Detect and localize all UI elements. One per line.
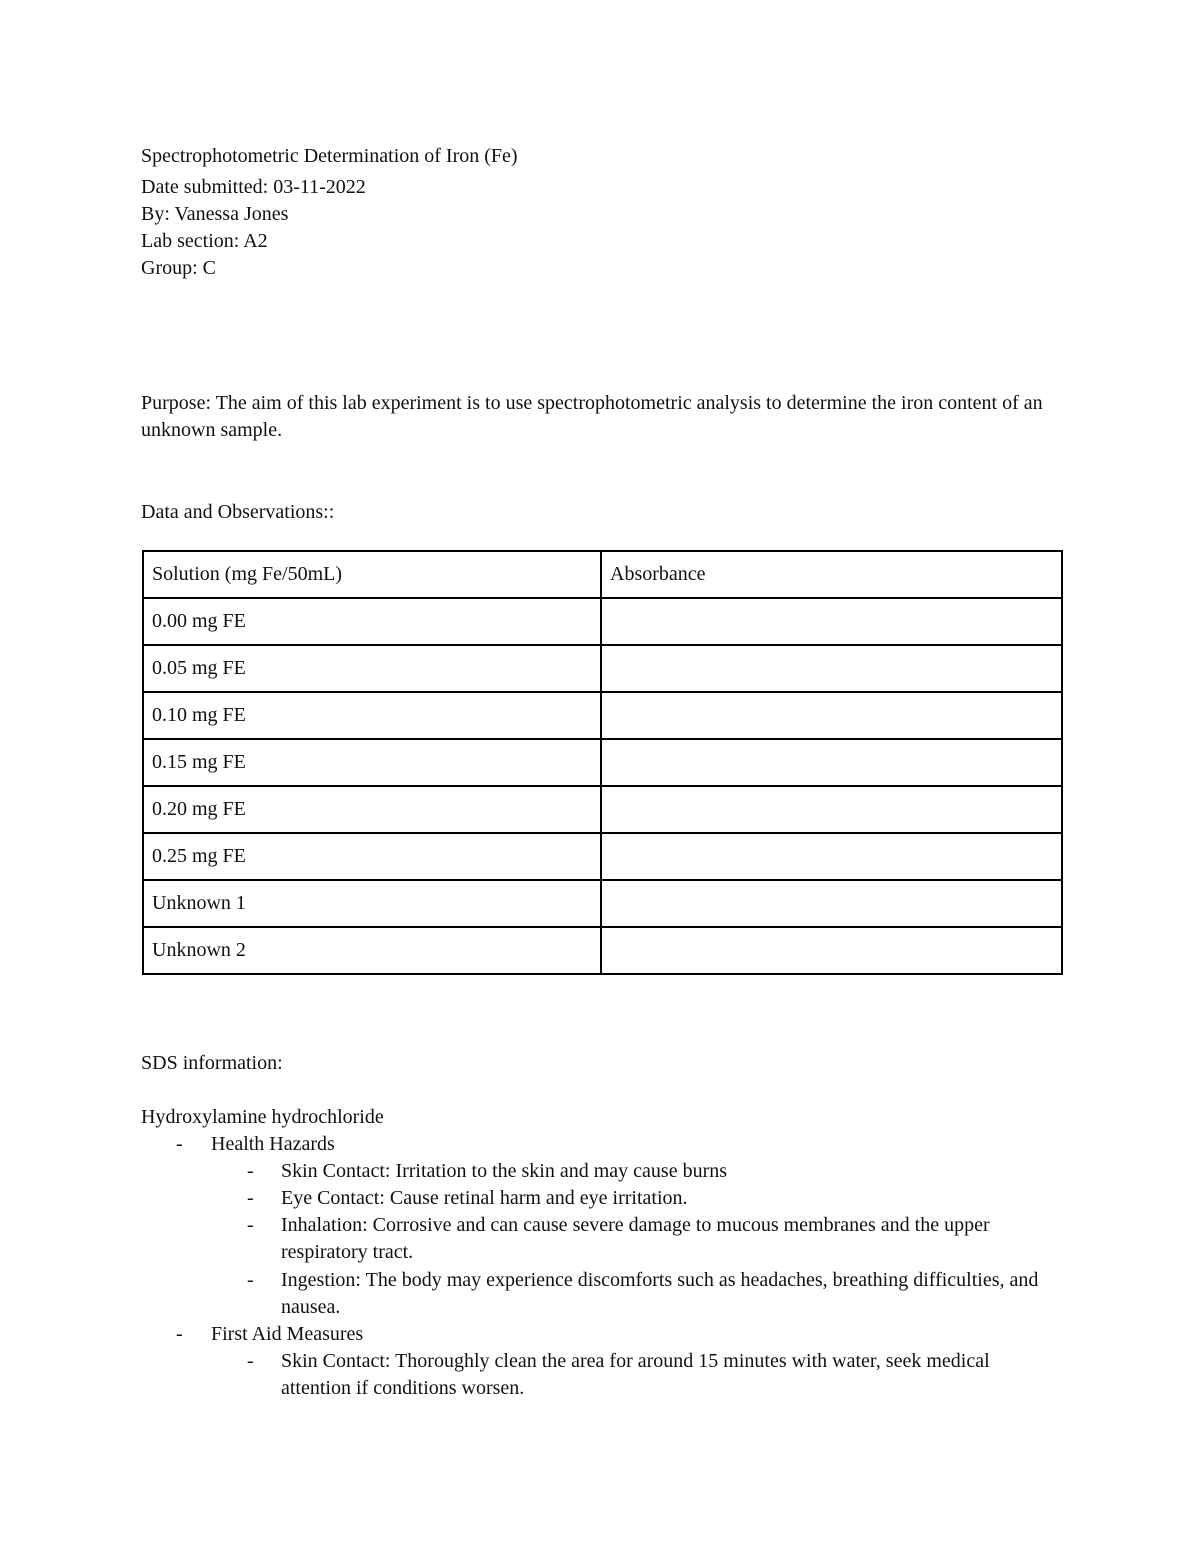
solution-cell: Unknown 2 [143,927,601,974]
date-submitted: Date submitted: 03-11-2022 [141,176,366,198]
author: By: Vanessa Jones [141,203,289,225]
column-header-absorbance: Absorbance [601,551,1062,598]
solution-cell: 0.20 mg FE [143,786,601,833]
document-title: Spectrophotometric Determination of Iron (Fe) [141,145,518,167]
table-row [143,739,1062,786]
table-row [143,692,1062,739]
table-row [143,598,1062,645]
solution-cell: 0.10 mg FE [143,692,601,739]
table-row [143,786,1062,833]
absorbance-table [142,550,1063,975]
absorbance-cell [601,880,1062,927]
list-item: Eye Contact: Cause retinal harm and eye irritation. [281,1187,688,1209]
lab-section: Lab section: A2 [141,230,268,252]
solution-cell: 0.25 mg FE [143,833,601,880]
absorbance-cell [601,692,1062,739]
group: Group: C [141,257,216,279]
list-dash: - [247,1214,254,1236]
absorbance-cell [601,645,1062,692]
data-heading: Data and Observations:: [141,501,335,523]
absorbance-cell [601,927,1062,974]
table-row [143,880,1062,927]
solution-cell: 0.05 mg FE [143,645,601,692]
column-header-solution: Solution (mg Fe/50mL) [143,551,601,598]
table-row [143,927,1062,974]
table-row [143,645,1062,692]
list-dash: - [247,1187,254,1209]
absorbance-cell [601,739,1062,786]
first-aid-label: First Aid Measures [211,1323,364,1345]
table-row [143,833,1062,880]
list-item: Inhalation: Corrosive and can cause severe damage to mucous membranes and the upper respiratory tract. [281,1214,990,1263]
list-dash: - [247,1269,254,1291]
list-dash: - [247,1350,254,1372]
purpose-paragraph: Purpose: The aim of this lab experiment is to use spectrophotometric analysis to determine the iron content of an unknown sample. [141,392,1043,441]
absorbance-cell [601,833,1062,880]
health-hazards-label: Health Hazards [211,1133,335,1155]
absorbance-cell [601,786,1062,833]
absorbance-cell [601,598,1062,645]
solution-cell: Unknown 1 [143,880,601,927]
chemical-name: Hydroxylamine hydrochloride [141,1106,384,1128]
list-item: Skin Contact: Thoroughly clean the area for around 15 minutes with water, seek medical attention if conditions worsen. [281,1350,990,1399]
solution-cell: 0.00 mg FE [143,598,601,645]
solution-cell: 0.15 mg FE [143,739,601,786]
list-item: Skin Contact: Irritation to the skin and may cause burns [281,1160,728,1182]
list-dash: - [176,1133,183,1155]
list-dash: - [247,1160,254,1182]
list-item: Ingestion: The body may experience discomforts such as headaches, breathing difficulties, and nausea. [281,1269,1039,1318]
list-dash: - [176,1323,183,1345]
sds-heading: SDS information: [141,1052,283,1074]
table-header-row [143,551,1062,598]
